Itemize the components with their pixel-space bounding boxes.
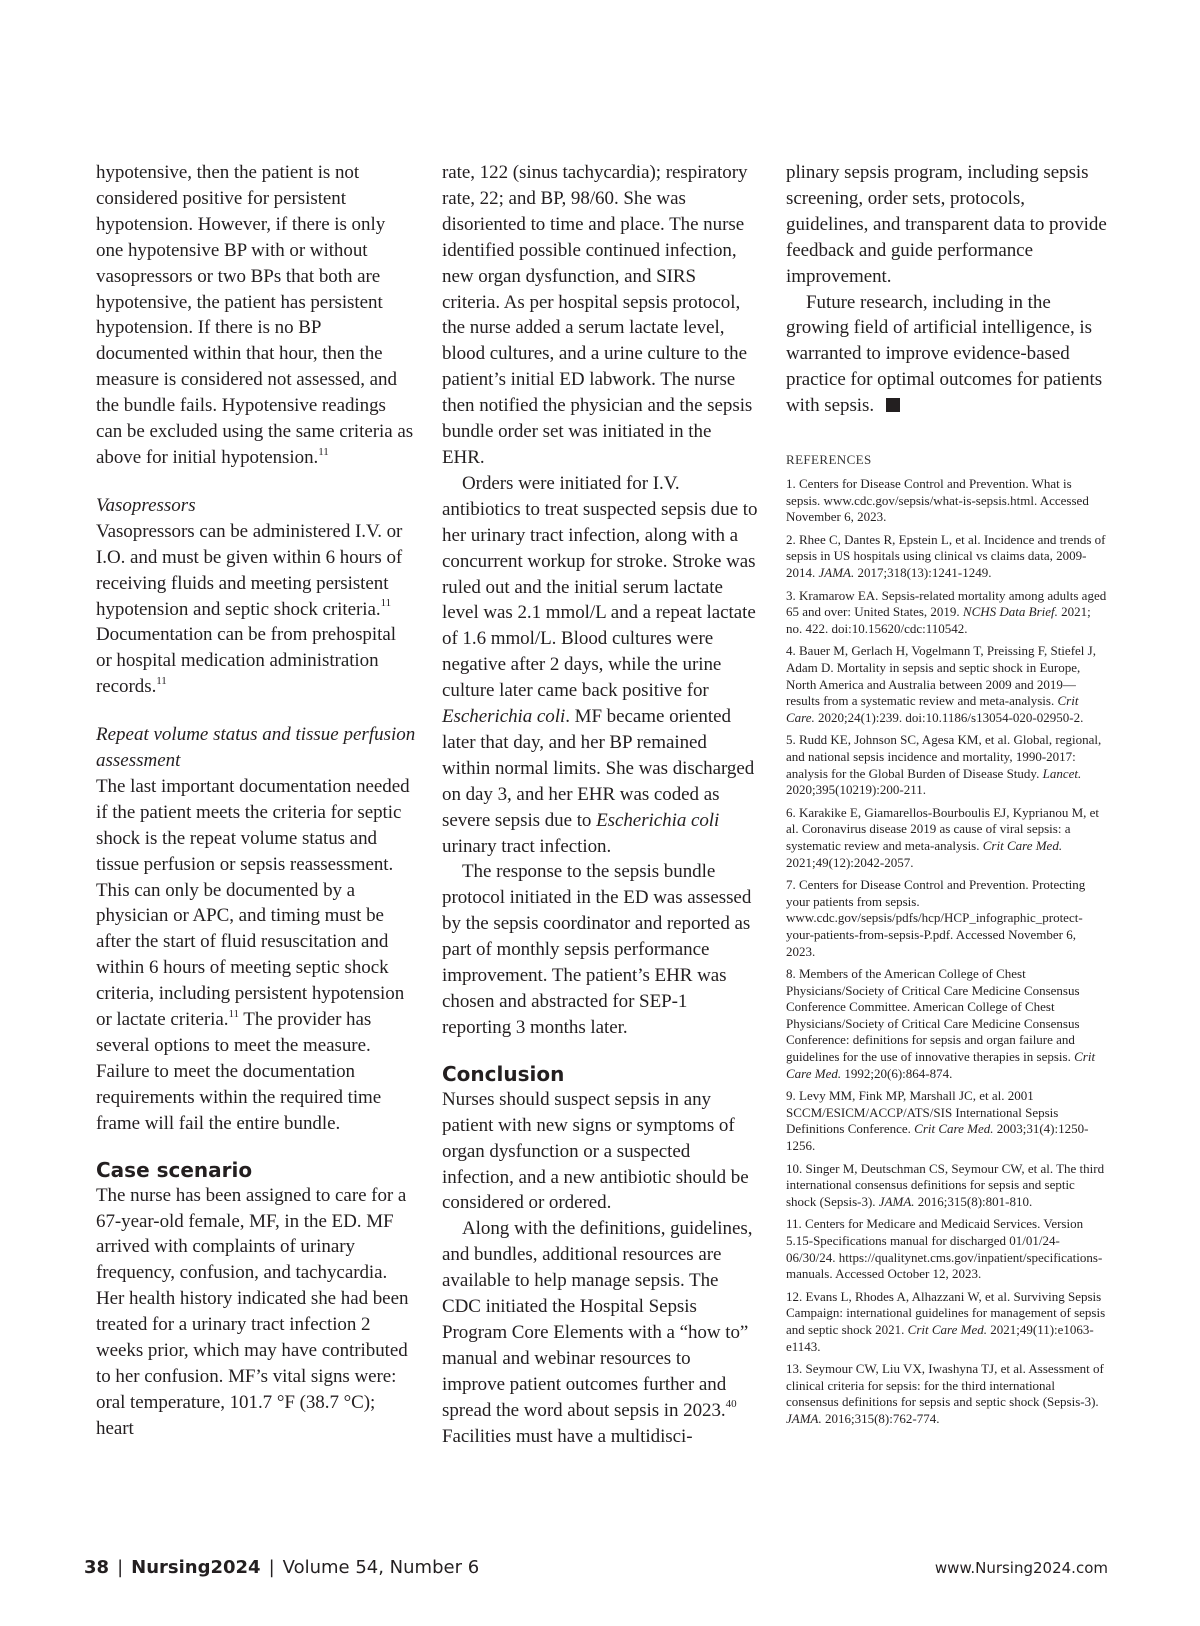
body-paragraph: rate, 122 (sinus tachycardia); respiratory rate, 22; and BP, 98/60. She was disoriented to time and place. The nurse identified possible continued infection, new organ dysfunction, and SIRS criteria. As per hospital sepsis protocol, the nurse added a serum lactate level, blood cultures, and a urine culture to the patient’s initial ED labwork. The nurse then notified the physician and the sepsis bundle order set was initiated in the EHR. — [442, 162, 753, 468]
page-number: 38 — [84, 1557, 110, 1578]
footer-separator: | — [268, 1557, 275, 1578]
body-paragraph: The nurse has been assigned to care for a 67-year-old female, MF, in the ED. MF arrived with complaints of urinary frequency, confusion, and tachycardia. Her health history indicated she had been treated for a urinary tract infection 2 weeks prior, which may have contributed to her confusion. MF’s vital signs were: oral temperature, 101.7 °F (38.7 °C); heart — [96, 1184, 409, 1439]
reference-item: 9. Levy MM, Fink MP, Marshall JC, et al. 2001 SCCM/ESICM/ACCP/ATS/SIS International Sepsis Definitions Conference. Crit Care Med. 2003;31(4):1250-1256. — [786, 1088, 1089, 1154]
column-3 — [786, 160, 1108, 1434]
reference-item: 13. Seymour CW, Liu VX, Iwashyna TJ, et al. Assessment of clinical criteria for sepsis: for the third international consensus definitions for sepsis and septic shock (Sepsis-3). JAMA. 2016;315(8):762-774. — [786, 1361, 1104, 1426]
website-url[interactable]: www.Nursing2024.com — [934, 1559, 1108, 1577]
reference-list — [786, 476, 1108, 1427]
magazine-name: Nursing2024 — [131, 1557, 261, 1578]
reference-item: 12. Evans L, Rhodes A, Alhazzani W, et al. Surviving Sepsis Campaign: international guidelines for management of sepsis and septic shock 2021. Crit Care Med. 2021;49(11):e1063-e1143. — [786, 1288, 1106, 1354]
reference-item: 8. Members of the American College of Chest Physicians/Society of Critical Care Medicine Consensus Conference Committee. American College of Chest Physicians/Society of Critical Care Medicine Consensus Conference: definitions for sepsis and organ failure and guidelines for the use of innovative therapies in sepsis. Crit Care Med. 1992;20(6):864-874. — [786, 966, 1096, 1081]
references-heading: REFERENCES — [786, 452, 872, 468]
end-of-article-square-icon — [886, 398, 900, 412]
citation: 11 — [228, 1007, 239, 1020]
page-footer — [84, 1557, 1108, 1583]
reference-item: 2. Rhee C, Dantes R, Epstein L, et al. Incidence and trends of sepsis in US hospitals using clinical vs claims data, 2009-2014. JAMA. 2017;318(13):1241-1249. — [786, 531, 1106, 581]
body-paragraph: The last important documentation needed if the patient meets the criteria for septic shock is the repeat volume status and tissue perfusion or sepsis reassessment. This can only be documented by a physician or APC, and timing must be after the start of fluid resuscitation and within 6 hours of meeting septic shock criteria, including persistent hypotension or lactate criteria.$^{11}$ The provider has several options to meet the measure. Failure to meet the documentation requirements within the required time frame will fail the entire bundle. — [96, 775, 410, 1134]
reference-item: 1. Centers for Disease Control and Prevention. What is sepsis. www.cdc.gov/sepsis/what-is-sepsis.html. Accessed November 6, 2023. — [786, 476, 1089, 525]
reference-item: 10. Singer M, Deutschman CS, Seymour CW, et al. The third international consensus definitions for sepsis and septic shock (Sepsis-3). JAMA. 2016;315(8):801-810. — [786, 1160, 1105, 1209]
column-1 — [96, 160, 416, 1442]
conclusion-heading: Conclusion — [442, 1061, 565, 1086]
footer-separator: | — [117, 1557, 124, 1578]
body-paragraph: Along with the definitions, guidelines, and bundles, additional resources are available to help manage sepsis. The CDC initiated the Hospital Sepsis Program Core Elements with a “how to” manual and webinar resources to improve patient outcomes further and spread the word about sepsis in 2023.40 Facilities must have a multidisci- — [442, 1218, 753, 1447]
body-paragraph: hypotensive, then the patient is not considered positive for persistent hypotension. However, if there is only one hypotensive BP with or without vasopressors or two BPs that both are hypotensive, the patient has persistent hypotension. If there is no BP documented within that hour, then the measure is considered not assessed, and the bundle fails. Hypotensive readings can be excluded using the same criteria as above for initial hypotension.$^{11}$ — [96, 162, 414, 468]
volume-info: Volume 54, Number 6 — [282, 1557, 480, 1578]
body-paragraph: plinary sepsis program, including sepsis screening, order sets, protocols, guidelines, and transparent data to provide feedback and guide performance improvement. — [786, 162, 1107, 287]
reference-item: 11. Centers for Medicare and Medicaid Services. Version 5.15-Specifications manual for discharged 01/01/24-06/30/24. https://qualitynet.cms.gov/inpatient/specifications-manuals. Accessed October 12, 2023. — [786, 1216, 1103, 1282]
case-scenario-heading: Case scenario — [96, 1157, 253, 1182]
reference-item: 7. Centers for Disease Control and Prevention. Protecting your patients from sepsis. www.cdc.gov/sepsis/pdfs/hcp/HCP_infographic_protect-your-patients-from-sepsis-P.pdf. Accessed November 6, 2023. — [786, 877, 1086, 959]
column-2 — [442, 160, 758, 1450]
citation: 11 — [156, 674, 167, 687]
reference-item: 6. Karakike E, Giamarellos-Bourboulis EJ, Kyprianou M, et al. Coronavirus disease 2019 as cause of viral sepsis: a systematic review and meta-analysis. Crit Care Med. 2021;49(12):2042-2057. — [786, 804, 1100, 870]
citation: 11 — [380, 597, 392, 610]
reference-item: 5. Rudd KE, Johnson SC, Agesa KM, et al. Global, regional, and national sepsis incidence and mortality, 1990-2017: analysis for the Global Burden of Disease Study. Lancet. 2020;395(10219):200-211. — [786, 732, 1102, 798]
citation: 40 — [725, 1398, 737, 1411]
body-paragraph: The response to the sepsis bundle protocol initiated in the ED was assessed by the sepsis coordinator and reported as part of monthly sepsis performance improvement. The patient’s EHR was chosen and abstracted for SEP-1 reporting 3 months later. — [442, 861, 752, 1038]
body-paragraph: Future research, including in the growing field of artificial intelligence, is warranted to improve evidence-based practice for optimal outcomes for patients with sepsis. — [786, 291, 1103, 417]
body-paragraph: Orders were initiated for I.V. antibiotics to treat suspected sepsis due to her urinary tract infection, along with a concurrent workup for stroke. Stroke was ruled out and the initial serum lactate level was 2.1 mmol/L and a repeat lactate of 1.6 mmol/L. Blood cultures were negative after 2 days, while the urine culture later came back positive for Escherichia coli. MF became oriented later that day, and her BP remained within normal limits. She was discharged on day 3, and her EHR was coded as severe sepsis due to Escherichia coli urinary tract infection. — [442, 472, 758, 857]
body-paragraph: Vasopressors can be administered I.V. or I.O. and must be given within 6 hours of receiving fluids and meeting persistent hypotension and septic shock criteria.$^{11}$ Documentation can be from prehospital or hospital medication administration records.$^{11}$ — [96, 520, 403, 698]
reference-item: 4. Bauer M, Gerlach H, Vogelmann T, Preissing F, Stiefel J, Adam D. Mortality in sepsis and septic shock in Europe, North America and Australia between 2009 and 2019—results from a systematic review and meta-analysis. Crit Care. 2020;24(1):239. doi:10.1186/s13054-020-02950-2. — [786, 643, 1096, 725]
citation: 11 — [318, 445, 329, 458]
subheading-repeat-volume: Repeat volume status and tissue perfusion assessment — [96, 724, 416, 772]
body-paragraph: Nurses should suspect sepsis in any patient with new signs or symptoms of organ dysfunction or a suspected infection, and a new antibiotic should be considered or ordered. — [442, 1088, 749, 1214]
subheading-vasopressors: Vasopressors — [96, 494, 196, 516]
reference-item: 3. Kramarow EA. Sepsis-related mortality among adults aged 65 and over: United States, 2019. NCHS Data Brief. 2021; no. 422. doi:10.15620/cdc:110542. — [786, 587, 1107, 636]
